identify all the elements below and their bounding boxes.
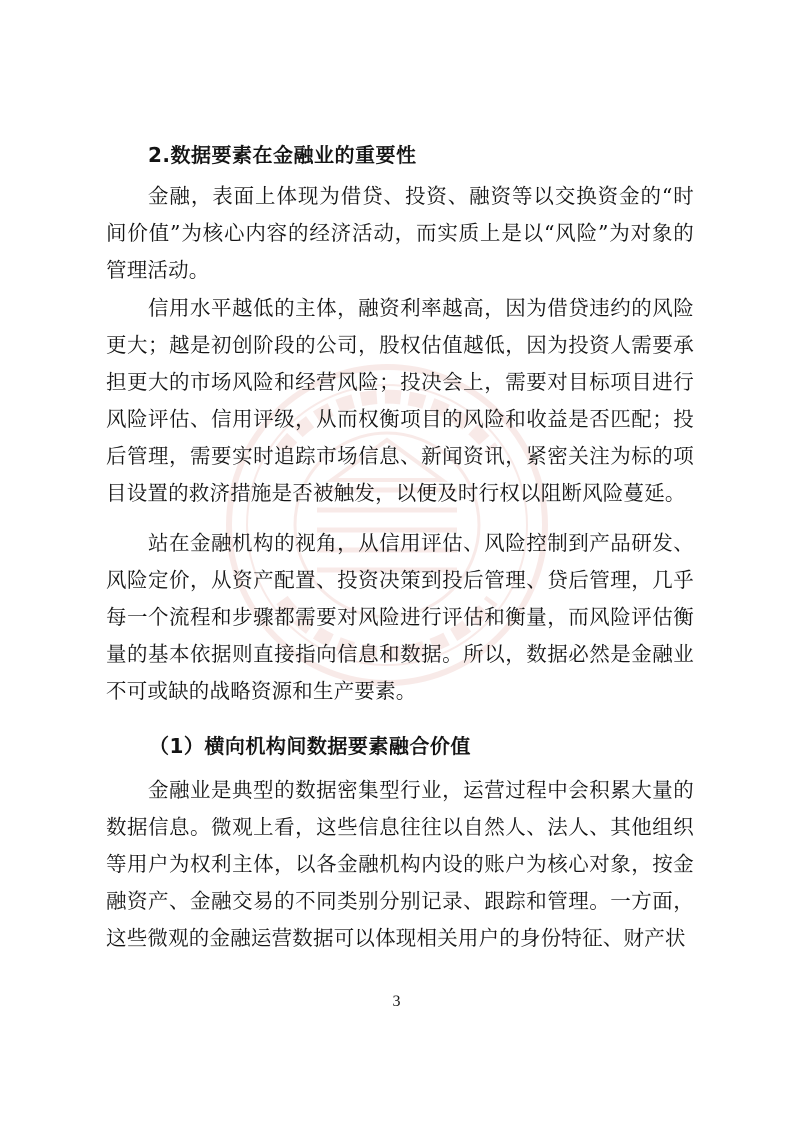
paragraph-4: 金融业是典型的数据密集型行业，运营过程中会积累大量的数据信息。微观上看，这些信息往往以自然人、法人、其他组织等用户为权利主体，以各金融机构内设的账户为核心对象，按金融资产、金融交易的不同类别分别记录、跟踪和管理。一方面，这些微观的金融运营数据可以体现相关用户的身份特征、财产状	[106, 778, 694, 950]
section-heading: 2.数据要素在金融业的重要性	[148, 143, 417, 167]
paragraph-3: 站在金融机构的视角，从信用评估、风险控制到产品研发、风险定价，从资产配置、投资决策到投后管理、贷后管理，几乎每一个流程和步骤都需要对风险进行评估和衡量，而风险评估衡量的基本依据则直接指向信息和数据。所以，数据必然是金融业不可或缺的战略资源和生产要素。	[106, 531, 694, 703]
subsection-heading: （1）横向机构间数据要素融合价值	[149, 734, 471, 758]
paragraph-1: 金融，表面上体现为借贷、投资、融资等以交换资金的“时间价值”为核心内容的经济活动，而实质上是以“风险”为对象的管理活动。	[106, 184, 694, 282]
paragraph-2: 信用水平越低的主体，融资利率越高，因为借贷违约的风险更大；越是初创阶段的公司，股权估值越低，因为投资人需要承担更大的市场风险和经营风险；投决会上，需要对目标项目进行风险评估、信用评级，从而权衡项目的风险和收益是否匹配；投后管理，需要实时追踪市场信息、新闻资讯，紧密关注为标的项目设置的救济措施是否被触发，以便及时行权以阻断风险蔓延。	[106, 296, 694, 505]
page-number: 3	[392, 993, 401, 1010]
